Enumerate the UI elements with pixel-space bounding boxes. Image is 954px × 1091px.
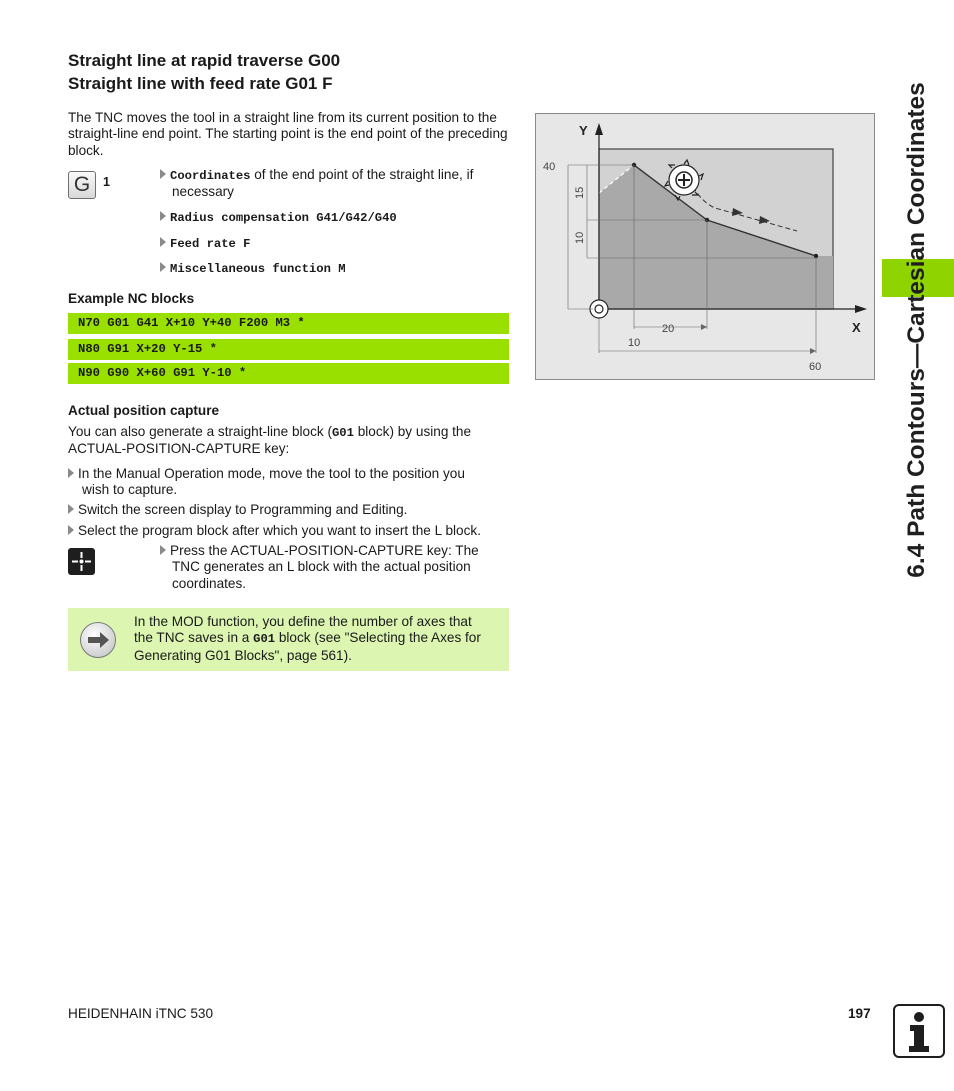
param-radius-compensation: Radius compensation G41/G42/G40 — [160, 209, 397, 226]
nc-block-2: N80 G91 X+20 Y-15 * — [68, 339, 509, 360]
note-text: In the MOD function, you define the number of axes that the TNC saves in a G01 block (see "Selecting the Axes for Generating G01 Blocks", page 561). — [134, 614, 481, 663]
intro-paragraph: The TNC moves the tool in a straight line from its current position to the straight-line end point. The starting point is the end point of the preceding block. — [68, 110, 508, 158]
y-axis-label: Y — [579, 123, 588, 138]
footer-product: HEIDENHAIN iTNC 530 — [68, 1006, 214, 1021]
param-coordinates: Coordinates of the end point of the straight line, if necessary — [160, 167, 510, 201]
bullet-triangle-icon — [160, 545, 166, 555]
actual-position-intro: You can also generate a straight-line block (G01 block) by using the ACTUAL-POSITION-CAPTURE key: — [68, 424, 472, 457]
nc-block-1: N70 G01 G41 X+10 Y+40 F200 M3 * — [68, 313, 509, 334]
page-number: 197 — [848, 1006, 871, 1021]
step-select-block: Select the program block after which you want to insert the L block. — [68, 523, 481, 539]
param-feed-rate: Feed rate F — [160, 235, 250, 252]
step-manual-operation: In the Manual Operation mode, move the tool to the position you wish to capture. — [68, 466, 518, 499]
section-title-g01: Straight line with feed rate G01 F — [68, 74, 333, 93]
note-box — [68, 608, 509, 671]
bullet-triangle-icon — [68, 504, 74, 514]
g-key-icon: G — [68, 171, 96, 199]
nc-block-3: N90 G90 X+60 G91 Y-10 * — [68, 363, 509, 384]
x-axis-label: X — [852, 320, 861, 335]
section-title-g00: Straight line at rapid traverse G00 — [68, 51, 341, 70]
example-title: Example NC blocks — [68, 291, 195, 306]
bullet-triangle-icon — [160, 169, 166, 179]
dim-40: 40 — [543, 161, 556, 173]
actual-position-title: Actual position capture — [68, 403, 220, 418]
dim-20: 20 — [662, 323, 675, 335]
key-step-text: Press the ACTUAL-POSITION-CAPTURE key: The TNC generates an L block with the actual position coordinates. — [160, 543, 510, 592]
bullet-triangle-icon — [160, 211, 166, 221]
dim-60: 60 — [809, 361, 822, 373]
arrow-right-icon — [80, 622, 116, 658]
bullet-triangle-icon — [68, 525, 74, 535]
dim-10-y: 10 — [574, 231, 586, 244]
bullet-triangle-icon — [160, 262, 166, 272]
actual-position-capture-icon — [68, 548, 95, 575]
bullet-triangle-icon — [160, 237, 166, 247]
contour-figure — [535, 113, 875, 380]
info-icon — [893, 1004, 945, 1058]
chapter-title: 6.4 Path Contours—Cartesian Coordinates — [903, 82, 930, 578]
step-switch-display: Switch the screen display to Programming and Editing. — [68, 502, 407, 518]
param-misc-function: Miscellaneous function M — [160, 260, 346, 277]
dim-15: 15 — [574, 186, 586, 199]
dim-10-x: 10 — [628, 337, 641, 349]
g-key-number: 1 — [103, 175, 110, 189]
bullet-triangle-icon — [68, 468, 74, 478]
